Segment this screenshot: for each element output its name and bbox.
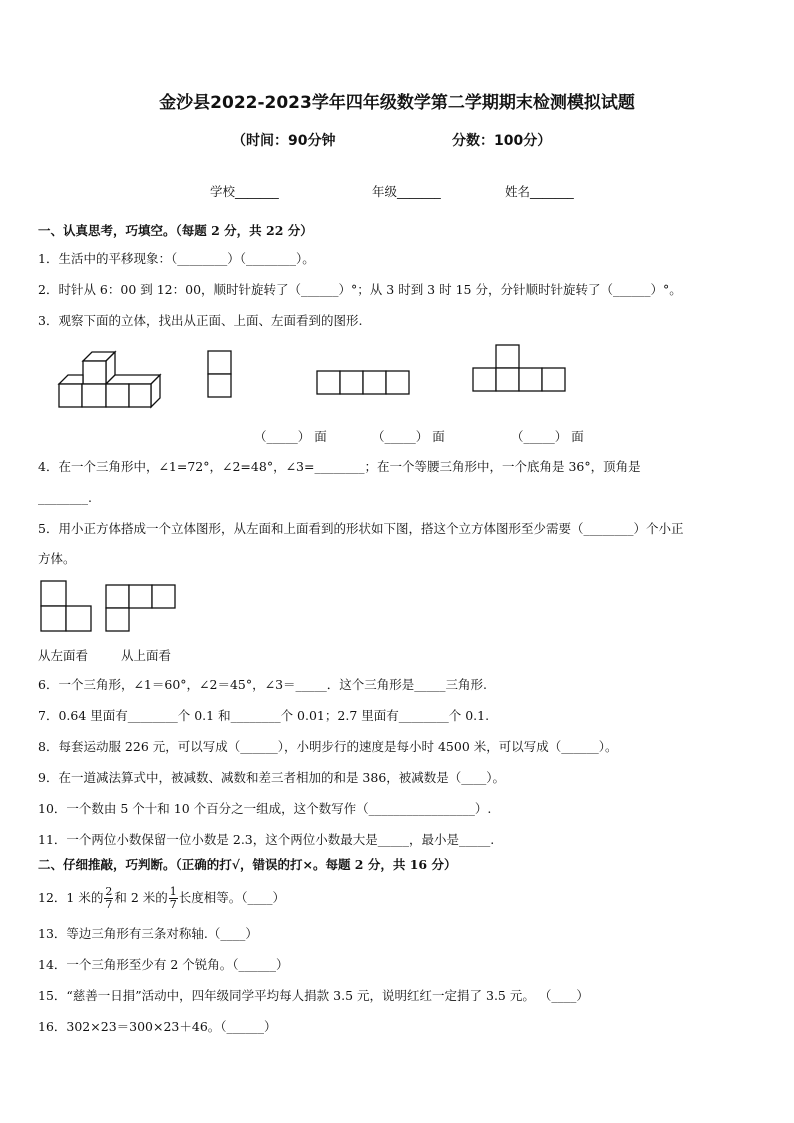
question-16: 16．302×23＝300×23＋46。（______） [38,1019,277,1034]
q3-view-b [316,370,411,396]
exam-score: 分数：100分） [452,133,552,149]
q12-fraction-1-numerator: 2 [105,885,113,898]
question-7: 7．0.64 里面有________个 0.1 和________个 0.01；2.7 里面有________个 0.1. [38,708,490,723]
question-5-line-1: 5．用小正方体搭成一个立体图形，从左面和上面看到的形状如下图，搭这个立方体图形至少需要（________）个小正 [38,521,684,536]
q5-top-view [105,584,177,632]
q12-fraction-2-denominator: 7 [169,898,177,911]
school-field: 学校_______ [210,184,279,199]
question-14: 14．一个三角形至少有 2 个锐角。（______） [38,957,289,972]
q3-blank-2: （_____） 面 [372,429,445,444]
q12-fraction-2-numerator: 1 [169,885,177,898]
q3-view-c [472,344,567,392]
question-13: 13．等边三角形有三条对称轴.（____） [38,926,258,941]
question-2: 2．时针从 6：00 到 12：00，顺时针旋转了（______）°；从 3 时到 3 时 15 分，分针顺时针旋转了（______）°。 [38,282,682,297]
q3-blank-1: （_____） 面 [254,429,327,444]
exam-time: （时间：90分钟 [232,133,336,149]
question-9: 9．在一道减法算式中，被减数、减数和差三者相加的和是 386，被减数是（____）。 [38,770,506,785]
q12-fraction-1 [104,886,113,911]
section-1-heading: 一、认真思考，巧填空。（每题 2 分，共 22 分） [38,223,313,238]
section-2-heading: 二、仔细推敲，巧判断。（正确的打√，错误的打×。每题 2 分，共 16 分） [38,857,457,872]
question-4-line-1: 4．在一个三角形中，∠1=72°，∠2=48°，∠3=________；在一个等腰三角形中，一个底角是 36°，顶角是 [38,459,641,474]
q5-top-caption: 从上面看 [121,648,172,663]
question-10: 10．一个数由 5 个十和 10 个百分之一组成，这个数写作（_________________）. [38,801,492,816]
question-6: 6．一个三角形，∠1＝60°，∠2＝45°，∠3＝_____．这个三角形是_____三角形. [38,677,488,692]
question-8: 8．每套运动服 226 元，可以写成（______），小明步行的速度是每小时 4500 米，可以写成（______）。 [38,739,618,754]
q3-view-a [207,350,233,398]
q5-left-view [40,580,94,634]
q12-prefix: 12．1 米的 [38,890,104,905]
q12-fraction-1-denominator: 7 [105,898,113,911]
question-3: 3．观察下面的立体，找出从正面、上面、左面看到的图形. [38,313,363,328]
name-field: 姓名_______ [505,184,574,199]
question-11: 11．一个两位小数保留一位小数是 2.3，这个两位小数最大是_____，最小是_____. [38,832,495,847]
exam-title: 金沙县2022-2023学年四年级数学第二学期期末检测模拟试题 [159,93,635,113]
grade-field: 年级_______ [372,184,441,199]
q12-middle: 和 2 米的 [114,890,168,905]
question-15: 15．“慈善一日捐”活动中，四年级同学平均每人捐款 3.5 元，说明红红一定捐了 3.5 元。 （____） [38,988,589,1003]
q3-blank-3: （_____） 面 [511,429,584,444]
question-12 [38,883,285,913]
question-4-line-2: ________. [38,490,92,505]
q5-left-caption: 从左面看 [38,648,89,663]
q12-fraction-2 [169,886,178,911]
q3-solid-figure [56,350,166,410]
q12-suffix: 长度相等。（____） [178,890,286,905]
question-5-line-2: 方体。 [38,551,76,566]
question-1: 1．生活中的平移现象：（________）（________）。 [38,251,315,266]
